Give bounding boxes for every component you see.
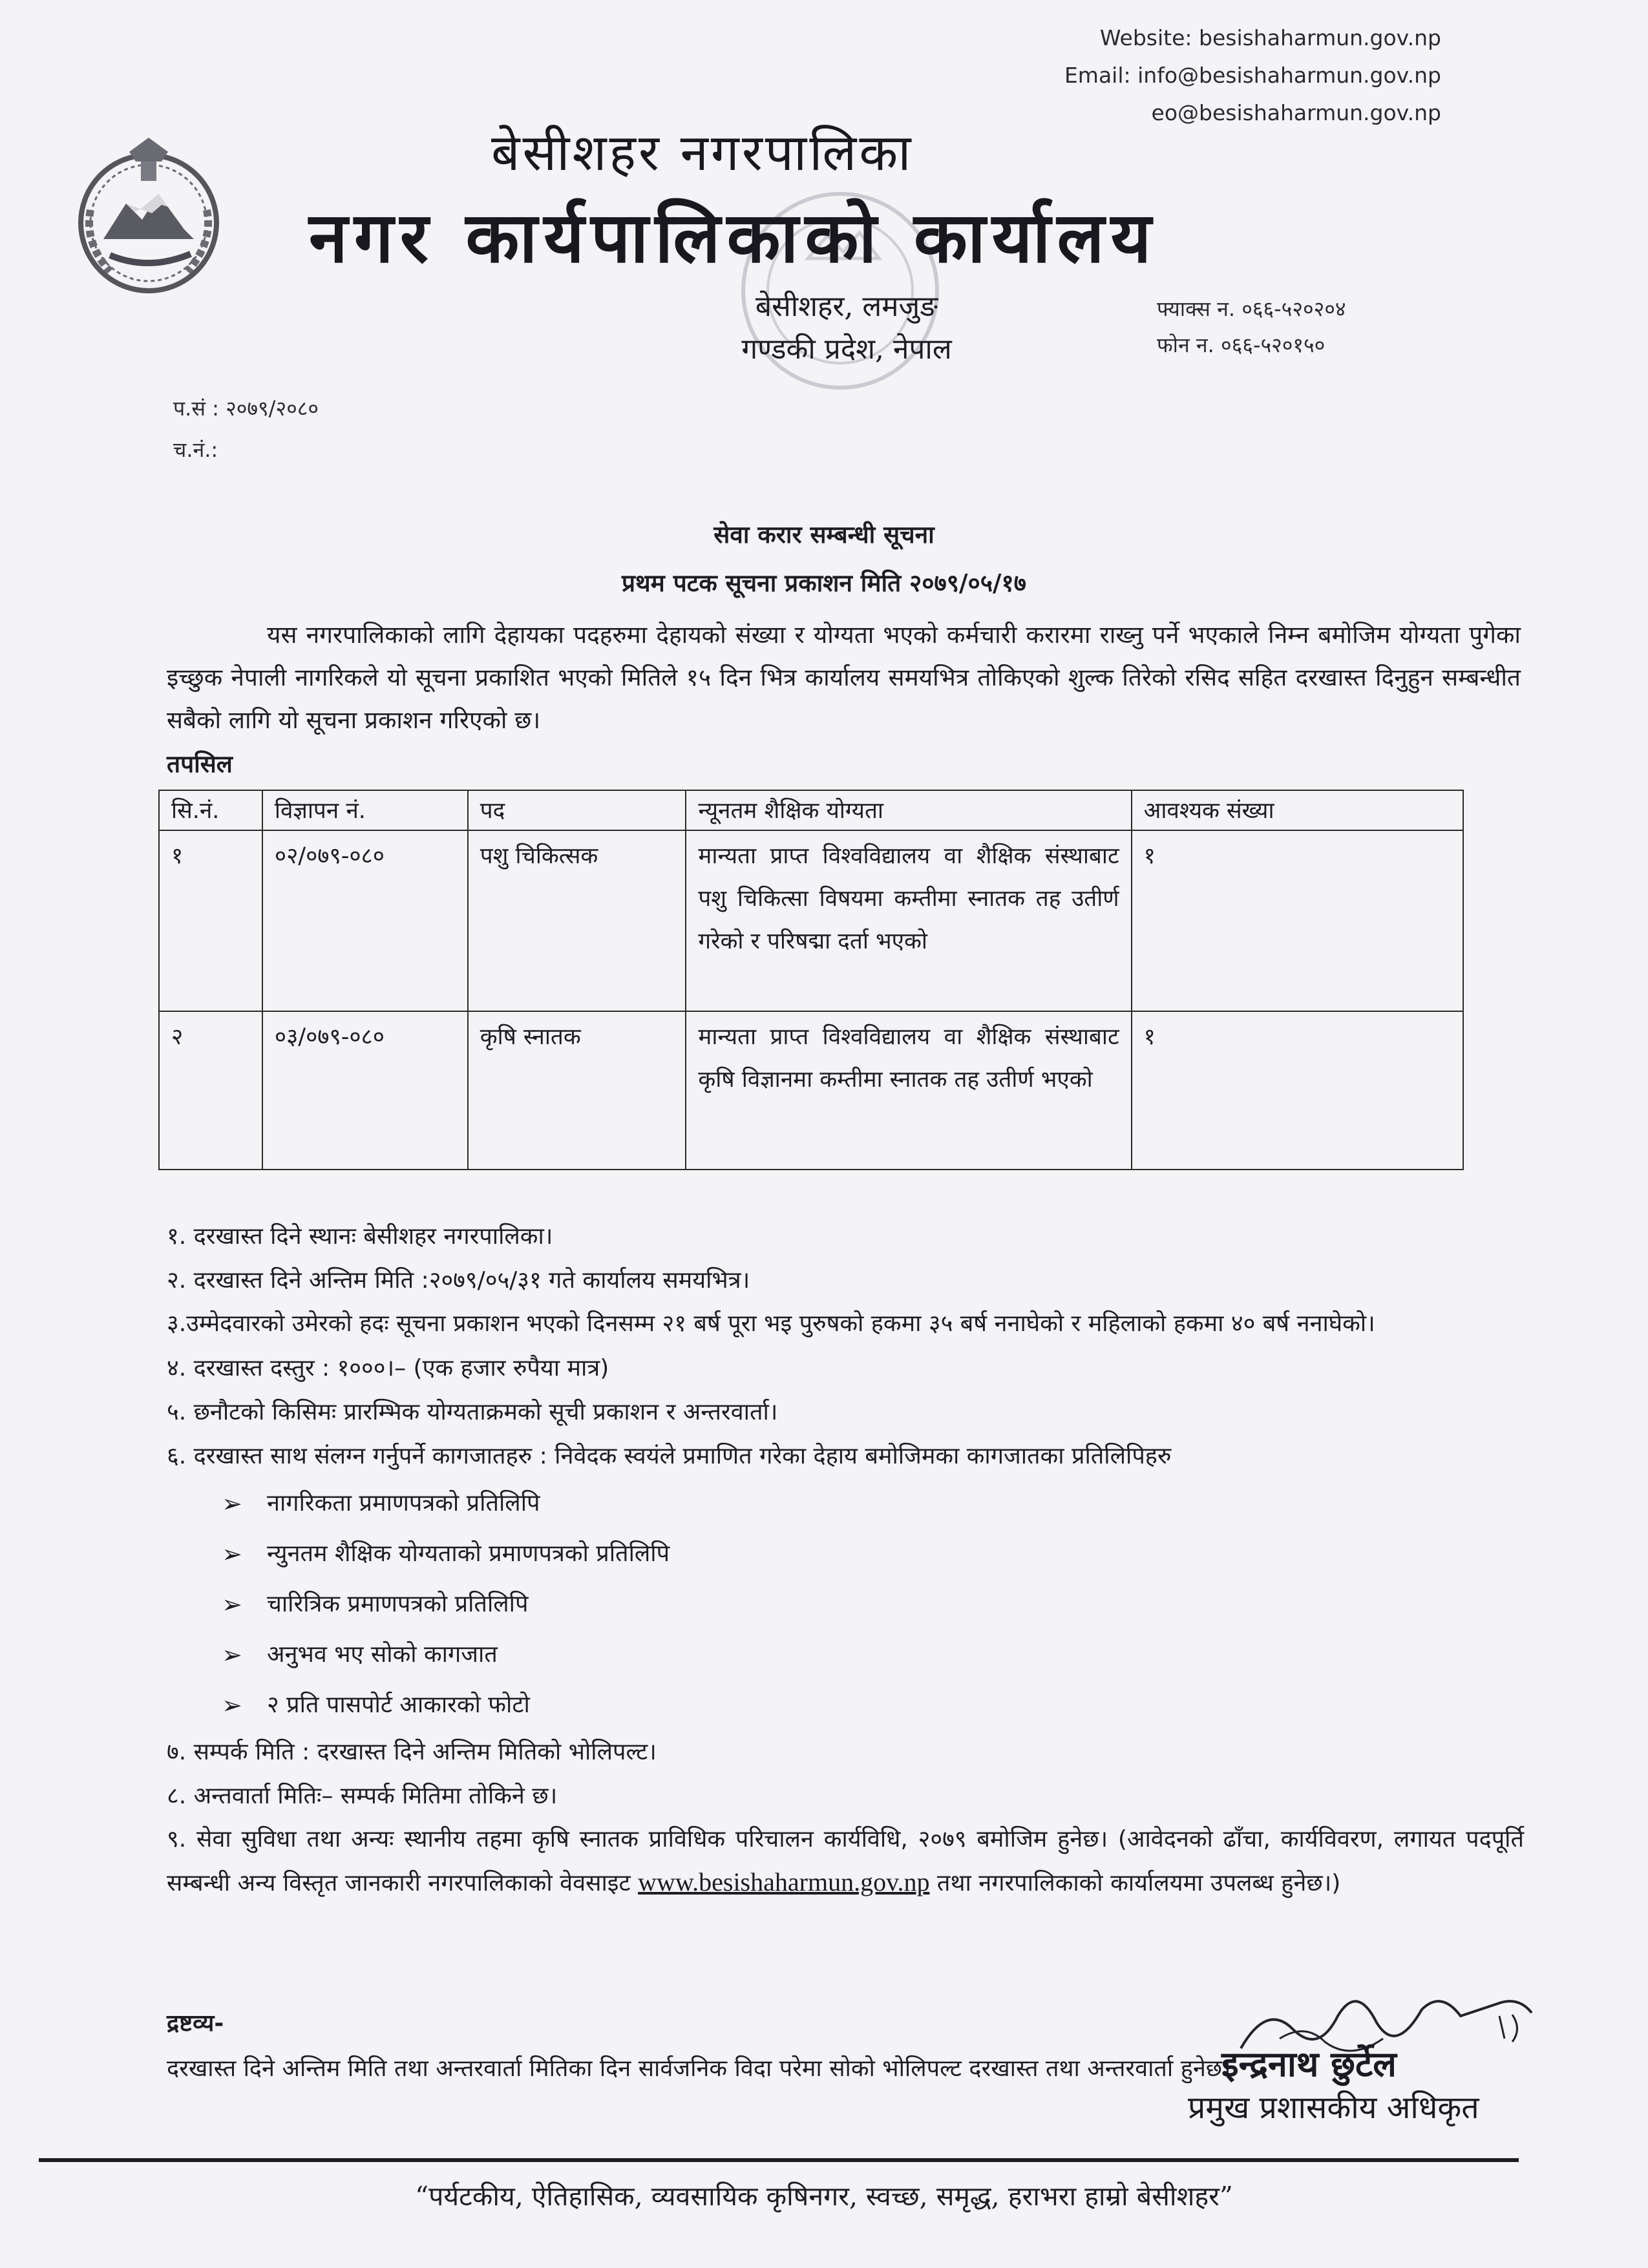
cell-ad-no: ०३/०७९-०८०	[262, 1011, 468, 1170]
fax-phone-block	[1157, 291, 1346, 363]
point-2: २. दरखास्त दिने अन्तिम मिति :२०७९/०५/३१ गते कार्यालय समयभित्र।	[167, 1267, 750, 1294]
notice-paragraph: यस नगरपालिकाको लागि देहायका पदहरुमा देहायको संख्या र योग्यता भएको कर्मचारी करारमा राख्नु पर्ने भएकाले निम्न बमोजिम योग्यता पुगेका इच्छुक नेपाली नागरिकले यो सूचना प्रकाशित भएको मितिले १५ दिन भित्र कार्यालय समयभित्र तोकिएको शुल्क तिरेको रसिद सहित दरखास्त दिनुहुन सम्बन्धीत सबैको लागि यो सूचना प्रकाशन गरिएको छ।	[167, 621, 1521, 734]
office-address	[698, 286, 995, 371]
arrow-bullet-icon: ➢	[222, 1489, 242, 1518]
table-row	[159, 1011, 1463, 1170]
notice-subtitle: प्रथम पटक सूचना प्रकाशन मिति २०७९/०५/१७	[621, 569, 1026, 597]
office-title: नगर कार्यपालिकाको कार्यालय	[309, 197, 1158, 278]
cell-post: पशु चिकित्सक	[468, 830, 686, 1011]
point-4: ४. दरखास्त दस्तुर : १०००।– (एक हजार रुपैया मात्र)	[167, 1355, 609, 1381]
document-label: २ प्रति पासपोर्ट आकारको फोटो	[267, 1692, 530, 1718]
col-header-ad-no: विज्ञापन नं.	[262, 790, 468, 830]
arrow-bullet-icon: ➢	[222, 1691, 242, 1719]
arrow-bullet-icon: ➢	[222, 1641, 242, 1669]
col-header-sn: सि.नं.	[159, 790, 262, 830]
table-row	[159, 830, 1463, 1011]
phone-number: फोन न. ०६६-५२०१५०	[1157, 333, 1326, 357]
reference-numbers	[173, 388, 319, 470]
document-label: चारित्रिक प्रमाणपत्रको प्रतिलिपि	[267, 1591, 529, 1617]
col-header-qualification: न्यूनतम शैक्षिक योग्यता	[686, 790, 1131, 830]
arrow-bullet-icon: ➢	[222, 1590, 242, 1619]
cell-post: कृषि स्नातक	[468, 1011, 686, 1170]
footer-divider	[39, 2158, 1519, 2162]
schedule-heading: तपसिल	[167, 750, 233, 778]
contact-block	[1064, 19, 1441, 132]
list-item	[222, 1529, 1524, 1579]
required-documents-list	[222, 1478, 1524, 1730]
email-line-2: eo@besishaharmun.gov.np	[1151, 100, 1441, 125]
cell-qualification: मान्यता प्राप्त विश्वविद्यालय वा शैक्षिक संस्थाबाट कृषि विज्ञानमा कम्तीमा स्नातक तह उतीर्ण भएको	[686, 1011, 1131, 1170]
document-label: नागरिकता प्रमाणपत्रको प्रतिलिपि	[267, 1490, 540, 1517]
patra-sankhya: प.सं : २०७९/२०८०	[173, 396, 319, 421]
notice-title: सेवा करार सम्बन्धी सूचना	[713, 521, 935, 549]
notice-points	[167, 1215, 1524, 1906]
point-9-text-end: तथा नगरपालिकाको कार्यालयमा उपलब्ध हुनेछ।)	[936, 1870, 1341, 1896]
cell-qualification: मान्यता प्राप्त विश्वविद्यालय वा शैक्षिक संस्थाबाट पशु चिकित्सा विषयमा कम्तीमा स्नातक तह उतीर्ण गरेको र परिषद्मा दर्ता भएको	[686, 830, 1131, 1011]
list-item	[222, 1680, 1524, 1730]
signatory-name: इन्द्रनाथ छुर्टेल	[1221, 2043, 1397, 2084]
document-label: न्युनतम शैक्षिक योग्यताको प्रमाणपत्रको प्रतिलिपि	[267, 1540, 670, 1567]
cell-count: १	[1132, 1011, 1463, 1170]
note-heading: द्रष्टव्य-	[167, 2010, 224, 2037]
nepal-emblem-icon	[65, 132, 233, 300]
point-9-text: ९. सेवा सुविधा तथा अन्यः स्थानीय तहमा कृषि स्नातक प्राविधिक परिचालन कार्यविधि, २०७९ बमोजिम हुनेछ। (आवेदनको ढाँचा, कार्यविवरण, लगायत पदपूर्ति सम्बन्धी अन्य विस्तृत जानकारी नगरपालिकाको वेवसाइट	[167, 1826, 1524, 1896]
point-6: ६. दरखास्त साथ संलग्न गर्नुपर्ने कागजातहरु : निवेदक स्वयंले प्रमाणित गरेका देहाय बमोजिमका कागजातका प्रतिलिपिहरु	[167, 1443, 1172, 1469]
point-1: १. दरखास्त दिने स्थानः बेसीशहर नगरपालिका।	[167, 1223, 553, 1250]
website-line: Website: besishaharmun.gov.np	[1099, 25, 1441, 50]
website-link[interactable]: www.besishaharmun.gov.np	[638, 1867, 930, 1896]
municipality-slogan: “पर्यटकीय, ऐतिहासिक, व्यवसायिक कृषिनगर, स्वच्छ, समृद्ध, हराभरा हाम्रो बेसीशहर”	[415, 2181, 1233, 2212]
list-item	[222, 1579, 1524, 1630]
note-text: दरखास्त दिने अन्तिम मिति तथा अन्तरवार्ता मितिका दिन सार्वजनिक विदा परेमा सोको भोलिपल्ट दरखास्त तथा अन्तरवार्ता हुनेछ।	[167, 2055, 1231, 2082]
cell-sn: १	[159, 830, 262, 1011]
address-line-2: गण्डकी प्रदेश, नेपाल	[741, 333, 952, 366]
posts-table	[158, 790, 1464, 1170]
arrow-bullet-icon: ➢	[222, 1540, 242, 1568]
col-header-count: आवश्यक संख्या	[1132, 790, 1463, 830]
municipality-name: बेसीशहर नगरपालिका	[491, 124, 914, 182]
document-label: अनुभव भए सोको कागजात	[267, 1641, 498, 1668]
list-item	[222, 1630, 1524, 1680]
chalani-number: च.नं.:	[173, 437, 218, 462]
cell-ad-no: ०२/०७९-०८०	[262, 830, 468, 1011]
point-9	[167, 1818, 1524, 1905]
point-8: ८. अन्तवार्ता मितिः– सम्पर्क मितिमा तोकिने छ।	[167, 1783, 558, 1809]
signatory-title: प्रमुख प्रशासकीय अधिकृत	[1188, 2090, 1479, 2126]
table-header-row	[159, 790, 1463, 830]
point-3: ३.उम्मेदवारको उमेरको हदः सूचना प्रकाशन भएको दिनसम्म २१ बर्ष पूरा भइ पुरुषको हकमा ३५ बर्ष ननाघेको र महिलाको हकमा ४० बर्ष ननाघेको।	[167, 1310, 1375, 1337]
email-line: Email: info@besishaharmun.gov.np	[1064, 63, 1441, 88]
cell-sn: २	[159, 1011, 262, 1170]
address-line-1: बेसीशहर, लमजुङ	[755, 290, 938, 323]
cell-count: १	[1132, 830, 1463, 1011]
point-5: ५. छनौटको किसिमः प्रारम्भिक योग्यताक्रमको सूची प्रकाशन र अन्तरवार्ता।	[167, 1399, 778, 1425]
list-item	[222, 1478, 1524, 1529]
point-7: ७. सम्पर्क मिति : दरखास्त दिने अन्तिम मितिको भोलिपल्ट।	[167, 1739, 657, 1765]
fax-number: फ्याक्स न. ०६६-५२०२०४	[1157, 297, 1346, 321]
col-header-post: पद	[468, 790, 686, 830]
